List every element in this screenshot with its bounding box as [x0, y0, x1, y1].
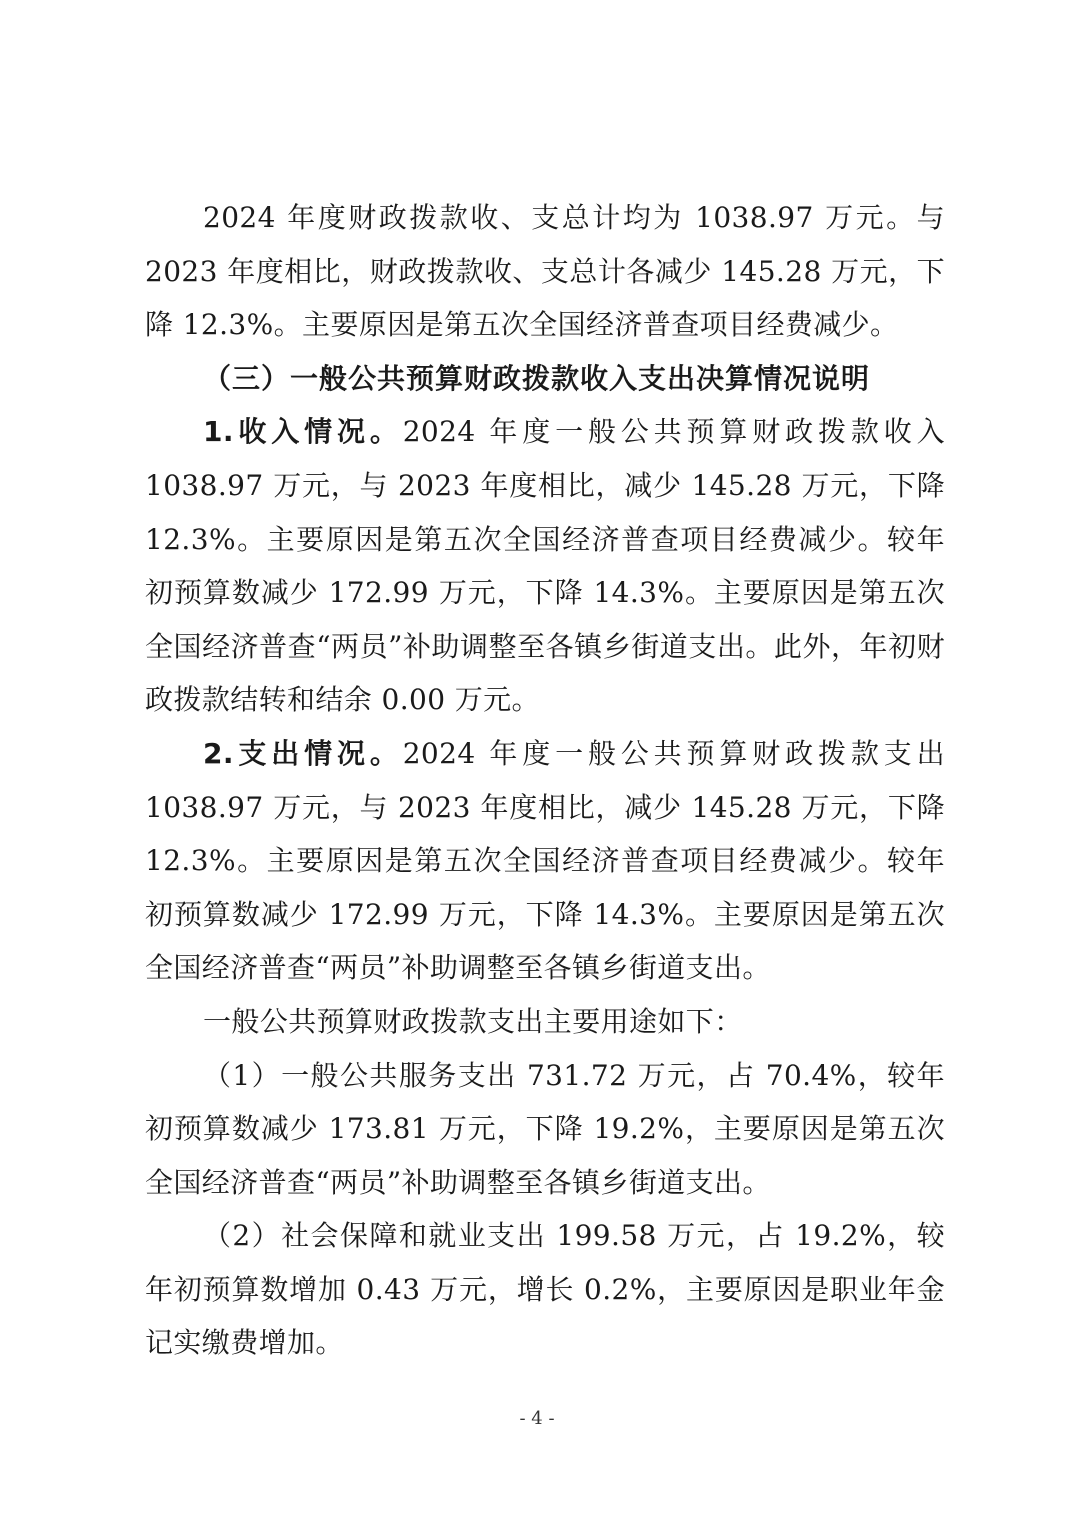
income-body: 2024 年度一般公共预算财政拨款收入 1038.97 万元，与 2023 年度相比，减少 145.28 万元，下降 12.3%。主要原因是第五次全国经济普查项目经费减少。较年初预算数减少 172.99 万元，下降 14.3%。主要原因是第五次全国经济普查“两员”补助调整至各镇乡街道支出。此外，年初财政拨款结转和结余 0.00 万元。 — [145, 415, 945, 717]
expenditure-body: 2024 年度一般公共预算财政拨款支出 1038.97 万元，与 2023 年度相比，减少 145.28 万元，下降 12.3%。主要原因是第五次全国经济普查项目经费减少。较年初预算数减少 172.99 万元，下降 14.3%。主要原因是第五次全国经济普查“两员”补助调整至各镇乡街道支出。 — [145, 736, 945, 985]
page-number: - 4 - — [519, 1408, 555, 1429]
paragraph-income — [145, 405, 945, 727]
paragraph-item-2: （2）社会保障和就业支出 199.58 万元，占 19.2%，较年初预算数增加 0.43 万元，增长 0.2%，主要原因是职业年金记实缴费增加。 — [145, 1219, 945, 1360]
paragraph-usage-intro: 一般公共预算财政拨款支出主要用途如下： — [203, 1004, 743, 1038]
paragraph-item-1: （1）一般公共服务支出 731.72 万元，占 70.4%，较年初预算数减少 173.81 万元，下降 19.2%，主要原因是第五次全国经济普查“两员”补助调整至各镇乡街道支出。 — [145, 1058, 945, 1199]
paragraph-total-summary: 2024 年度财政拨款收、支总计均为 1038.97 万元。与 2023 年度相比，财政拨款收、支总计各减少 145.28 万元，下降 12.3%。主要原因是第五次全国经济普查项目经费减少。 — [145, 201, 945, 342]
section-heading-3: （三）一般公共预算财政拨款收入支出决算情况说明 — [203, 361, 871, 395]
paragraph-expenditure — [145, 727, 945, 995]
document-body — [145, 191, 945, 1370]
income-lead: 1.收入情况。 — [203, 415, 403, 449]
expenditure-lead: 2.支出情况。 — [203, 736, 403, 770]
